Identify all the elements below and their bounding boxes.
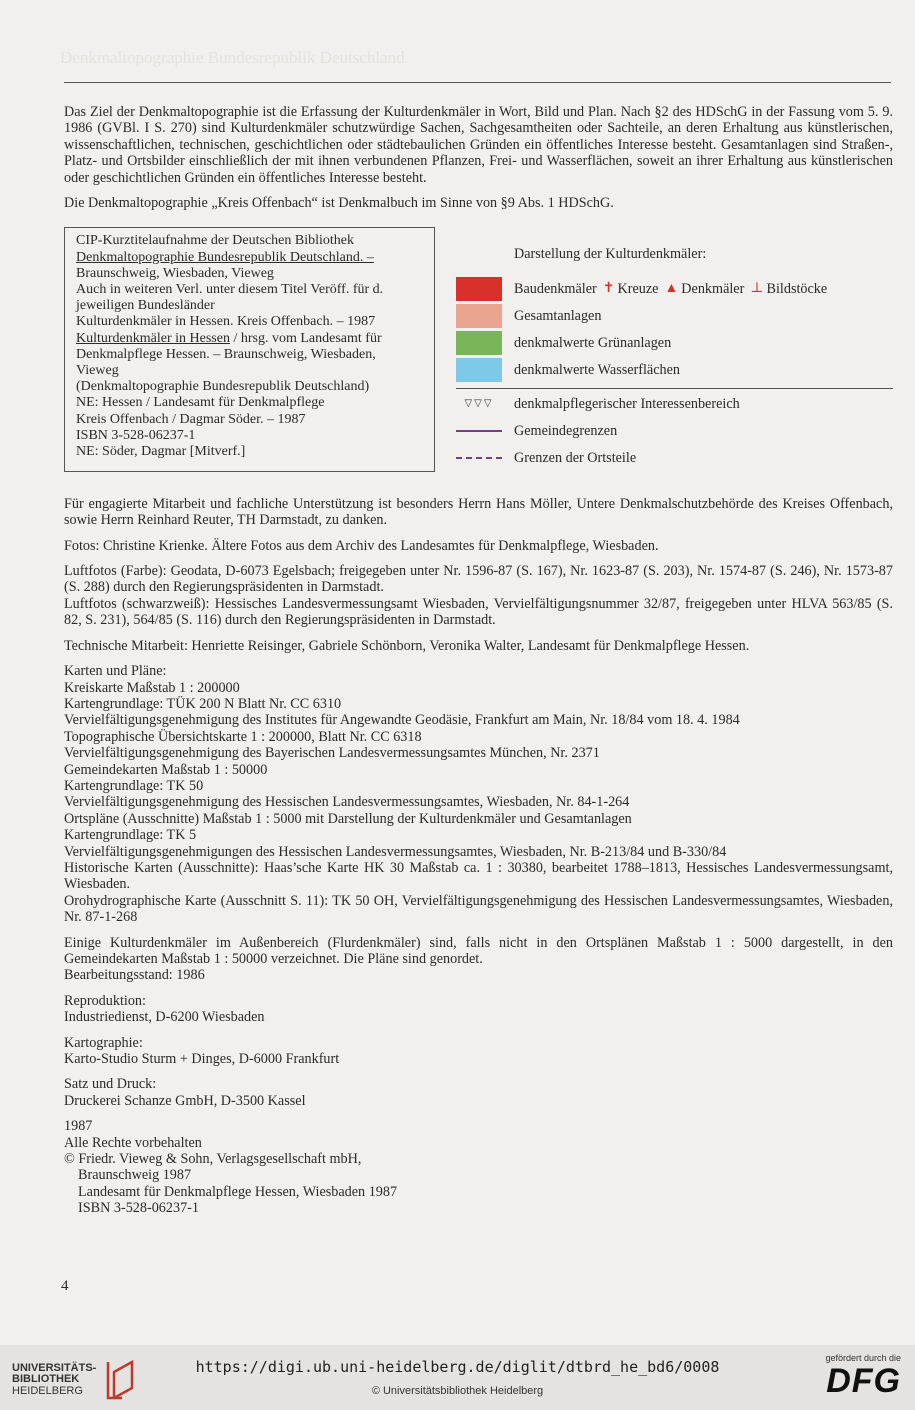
legend-label: Bildstöcke <box>766 281 828 298</box>
legend-label: Gesamtanlagen <box>514 308 602 325</box>
maps-line: Kartengrundlage: TÜK 200 N Blatt Nr. CC 6310 <box>64 695 342 712</box>
cip-line: Denkmaltopographie Bundesrepublik Deutschland. – <box>76 249 374 265</box>
red-swatch <box>456 277 502 301</box>
footer-bar <box>0 1345 915 1410</box>
maps-line: Kartengrundlage: TK 50 <box>64 777 204 794</box>
acknowledgement: Für engagierte Mitarbeit und fachliche Unterstützung ist besonders Herrn Hans Möller, Untere Denkmalschutzbehörde des Kreises Offenbach, sowie Herrn Reinhard Reuter, TH Darmstadt, zu danken. <box>64 495 893 529</box>
technical-staff: Technische Mitarbeit: Henriette Reisinger, Gabriele Schönborn, Veronika Walter, Landesamt für Denkmalpflege Hessen. <box>64 637 750 654</box>
cip-box <box>64 227 435 471</box>
legend-label: denkmalpflegerischer Interessenbereich <box>514 396 740 413</box>
cip-line: Auch in weiteren Verl. unter diesem Titel Veröff. für d. <box>76 282 384 298</box>
cip-line: Kreis Offenbach / Dagmar Söder. – 1987 <box>76 411 306 427</box>
map-legend <box>456 227 893 471</box>
processing-date: Bearbeitungsstand: 1986 <box>64 967 205 984</box>
dfg-caption: gefördert durch die <box>825 1353 901 1363</box>
intro-paragraph: Das Ziel der Denkmaltopographie ist die Erfassung der Kulturdenkmäler in Wort, Bild und Plan. Nach §2 des HDSchG in der Fassung vom 5. 9. 1986 (GVBl. I S. 270) sind Kulturdenkmäler schutzwürdige Sachen, Sachgesamtheiten oder Sachteile, an deren Erhaltung aus künstlerischen, wissenschaftlichen, technischen, geschichtlichen oder städtebaulichen Gründen ein öffentliches Interesse besteht. Gesamtanlagen sind Straßen-, Platz- und Ortsbilder einschließlich der mit ihnen verbundenen Pflanzen, Frei- und Wasserflächen, soweit an ihrer Erhaltung aus künstlerischen oder geschichtlichen Gründen ein öffentliches Interesse besteht. <box>64 104 893 186</box>
cip-line: Braunschweig, Wiesbaden, Vieweg <box>76 265 274 281</box>
legend-label: Grenzen der Ortsteile <box>514 450 637 467</box>
dfg-wordmark: DFG <box>826 1362 901 1400</box>
section-value: Industriedienst, D-6200 Wiesbaden <box>64 1009 265 1026</box>
cip-line: Kulturdenkmäler in Hessen. Kreis Offenbach. – 1987 <box>76 314 376 330</box>
ub-logo-line: HEIDELBERG <box>12 1384 83 1397</box>
cip-and-legend <box>64 227 893 471</box>
photo-credits: Fotos: Christine Krienke. Ältere Fotos aus dem Archiv des Landesamtes für Denkmalpflege, Wiesbaden. <box>64 537 659 554</box>
maps-line: Historische Karten (Ausschnitte): Haas’sche Karte HK 30 Maßstab ca. 1 : 30380, bearbeitet 1788–1813, Hessisches Landesvermessungsamt, Wiesbaden. <box>64 859 893 893</box>
dashed-line-icon <box>456 457 502 459</box>
legend-label: denkmalwerte Grünanlagen <box>514 335 672 352</box>
section-label: Kartographie: <box>64 1034 143 1051</box>
page-content <box>64 104 893 1226</box>
legend-row-ortsteile <box>456 445 893 472</box>
wayside-shrine-icon: ⊥ <box>750 281 764 297</box>
copyright-line: © Friedr. Vieweg & Sohn, Verlagsgesellschaft mbH, <box>64 1151 362 1168</box>
legend-label: denkmalwerte Wasserflächen <box>514 362 681 379</box>
legend-row-wasserflaechen <box>456 357 893 384</box>
faint-running-header: Denkmaltopographie Bundesrepublik Deutschland <box>60 48 405 67</box>
cip-line: (Denkmaltopographie Bundesrepublik Deutschland) <box>76 379 370 395</box>
legend-title: Darstellung der Kulturdenkmäler: <box>514 246 707 263</box>
maps-line: Vervielfältigungsgenehmigungen des Hessischen Landesvermessungsamtes, Wiesbaden, Nr. B-213/84 und B-330/84 <box>64 843 727 860</box>
maps-line: Kreiskarte Maßstab 1 : 200000 <box>64 679 240 696</box>
copyright-line: Braunschweig 1987 <box>78 1167 192 1184</box>
cip-line: NE: Söder, Dagmar [Mitverf.] <box>76 444 246 460</box>
ub-logo-line: BIBLIOTHEK <box>12 1373 80 1386</box>
solid-line-icon <box>456 430 502 432</box>
field-monuments-section <box>64 935 893 984</box>
page-number: 4 <box>61 1278 69 1294</box>
field-monuments-note: Einige Kulturdenkmäler im Außenbereich (Flurdenkmäler) sind, falls nicht in den Ortsplänen Maßstab 1 : 5000 dargestellt, in den Gemeindekarten Maßstab 1 : 50000 verzeichnet. Die Pläne sind genordet. <box>64 934 893 967</box>
maps-section <box>64 663 893 926</box>
cip-line-rest: / hrsg. vom Landesamt für <box>229 330 382 346</box>
legend-label: Baudenkmäler <box>514 281 597 298</box>
legend-label: Kreuze <box>617 281 659 298</box>
section-label: Reproduktion: <box>64 992 146 1009</box>
maps-line: Ortspläne (Ausschnitte) Maßstab 1 : 5000 mit Darstellung der Kulturdenkmäler und Gesamtanlagen <box>64 810 632 827</box>
cross-icon: ✝ <box>602 281 615 297</box>
maps-line: Vervielfältigungsgenehmigung des Institutes für Angewandte Geodäsie, Frankfurt am Main, Nr. 18/84 vom 18. 4. 1984 <box>64 712 740 729</box>
cip-line: NE: Hessen / Landesamt für Denkmalpflege <box>76 395 325 411</box>
maps-line: Karten und Pläne: <box>64 663 167 680</box>
rights-year: 1987 <box>64 1118 93 1135</box>
triangle-icon: ▲ <box>664 281 679 297</box>
section-value: Karto-Studio Sturm + Dinges, D-6000 Frankfurt <box>64 1051 340 1068</box>
dfg-logo[interactable] <box>825 1353 901 1399</box>
maps-line: Vervielfältigungsgenehmigung des Bayerischen Landesvermessungsamtes München, Nr. 2371 <box>64 745 600 762</box>
cip-line: jeweiligen Bundesländer <box>76 298 215 314</box>
legend-row-interessenbereich <box>456 391 893 418</box>
legend-label: Denkmäler <box>681 281 745 298</box>
cip-line: CIP-Kurztitelaufnahme der Deutschen Bibliothek <box>76 233 354 249</box>
maps-line: Kartengrundlage: TK 5 <box>64 827 197 844</box>
aerial-photo-color: Luftfotos (Farbe): Geodata, D-6073 Egelsbach; freigegeben unter Nr. 1596-87 (S. 167), Nr. 1623-87 (S. 203), Nr. 1574-87 (S. 246), Nr. 1573-87 (S. 288) durch den Regierungspräsidenten in Darmstadt. <box>64 563 893 596</box>
salmon-swatch <box>456 304 502 328</box>
denkmalbuch-paragraph: Die Denkmaltopographie „Kreis Offenbach“ ist Denkmalbuch im Sinne von §9 Abs. 1 HDSchG. <box>64 195 614 212</box>
cip-title-underlined: Kulturdenkmäler in Hessen <box>76 330 230 346</box>
rights-section <box>64 1118 893 1216</box>
copyright-line: Landesamt für Denkmalpflege Hessen, Wiesbaden 1987 <box>78 1183 398 1200</box>
ub-logo-line: UNIVERSITÄTS- <box>12 1361 97 1374</box>
permalink-url[interactable]: https://digi.ub.uni-heidelberg.de/diglit/dtbrd_he_bd6/0008 <box>195 1358 720 1376</box>
legend-label: Gemeindegrenzen <box>514 423 618 440</box>
legend-row-gemeindegrenzen <box>456 418 893 445</box>
legend-row-baudenkmaeler <box>456 276 893 303</box>
rights-reserved: Alle Rechte vorbehalten <box>64 1134 202 1151</box>
blue-swatch <box>456 358 502 382</box>
legend-row-gesamtanlagen <box>456 303 893 330</box>
isbn: ISBN 3-528-06237-1 <box>78 1200 199 1217</box>
header-rule <box>64 82 891 83</box>
legend-divider <box>456 388 893 389</box>
maps-line: Vervielfältigungsgenehmigung des Hessischen Landesvermessungsamtes, Wiesbaden, Nr. 84-1-264 <box>64 794 630 811</box>
cip-line: ISBN 3-528-06237-1 <box>76 427 196 443</box>
cip-line: Denkmalpflege Hessen. – Braunschweig, Wiesbaden, <box>76 346 376 362</box>
maps-line: Gemeindekarten Maßstab 1 : 50000 <box>64 761 268 778</box>
maps-line: Topographische Übersichtskarte 1 : 200000, Blatt Nr. CC 6318 <box>64 728 422 745</box>
section-label: Satz und Druck: <box>64 1076 157 1093</box>
legend-row-gruenanlagen <box>456 330 893 357</box>
reproduction-section <box>64 993 893 1026</box>
aerial-photo-bw: Luftfotos (schwarzweiß): Hessisches Landesvermessungsamt Wiesbaden, Vervielfältigungsnummer 32/87, freigegeben unter HLVA 563/85 (S. 82, S. 231), 564/85 (S. 116) durch den Regierungspräsidenten in Darmstadt. <box>64 595 893 629</box>
cartography-section <box>64 1035 893 1068</box>
printing-section <box>64 1076 893 1109</box>
cip-line <box>76 331 426 347</box>
footer-copyright: © Universitätsbibliothek Heidelberg <box>371 1385 544 1397</box>
triangle-outline-icon: ▽▽▽ <box>464 398 494 410</box>
section-value: Druckerei Schanze GmbH, D-3500 Kassel <box>64 1092 306 1109</box>
green-swatch <box>456 331 502 355</box>
cip-line: Vieweg <box>76 363 119 379</box>
maps-line: Orohydrographische Karte (Ausschnitt S. 11): TK 50 OH, Vervielfältigungsgenehmigung des Hessischen Landesvermessungsamtes, Wiesbaden, Nr. 87-1-268 <box>64 892 893 926</box>
